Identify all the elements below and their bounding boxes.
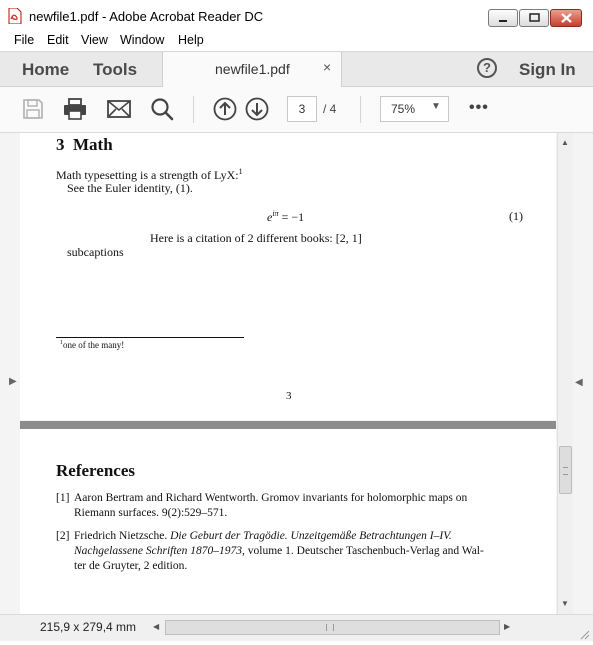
references-heading: References — [56, 461, 135, 480]
toolbar-separator — [193, 96, 194, 123]
sign-in-button[interactable]: Sign In — [519, 60, 576, 79]
expand-right-panel-icon[interactable]: ◀ — [575, 377, 583, 388]
vertical-scroll-thumb[interactable] — [559, 446, 572, 494]
scroll-up-icon[interactable]: ▲ — [561, 138, 569, 147]
section-heading — [56, 135, 113, 155]
menu-file[interactable]: File — [14, 33, 35, 47]
grip-icon — [326, 624, 334, 631]
close-icon — [561, 13, 573, 24]
email-icon[interactable] — [106, 96, 132, 122]
euler-line: See the Euler identity, (1). — [67, 181, 193, 195]
citation-line: Here is a citation of 2 different books: [2, 1] — [150, 231, 362, 245]
footnote-ref: 1 — [238, 167, 243, 176]
ref-line — [74, 545, 484, 557]
document-tab[interactable] — [162, 52, 342, 88]
ref-line — [74, 530, 452, 542]
horizontal-scrollbar[interactable] — [153, 619, 513, 636]
section-number: 3 — [56, 135, 65, 154]
maximize-icon — [529, 13, 541, 23]
footnote-text: one of the many! — [63, 340, 125, 350]
scroll-left-icon[interactable]: ◀ — [153, 622, 160, 631]
page-number-input[interactable]: 3 — [287, 96, 317, 122]
menu-edit[interactable]: Edit — [47, 33, 69, 47]
page-size-label: 215,9 x 279,4 mm — [40, 620, 137, 634]
vertical-scrollbar[interactable] — [557, 133, 573, 614]
window-title: newfile1.pdf - Adobe Acrobat Reader DC — [29, 9, 264, 24]
close-window-button[interactable] — [550, 9, 582, 27]
ref-line: Riemann surfaces. 9(2):529–571. — [74, 507, 228, 519]
save-icon[interactable] — [20, 96, 46, 122]
help-glyph: ? — [483, 60, 491, 75]
home-tab[interactable]: Home — [22, 60, 70, 79]
ref-publisher: , volume 1. Deutscher Taschenbuch-Verlag and Wal- — [242, 545, 484, 557]
ref-number: [2] — [56, 530, 70, 542]
tab-bar — [0, 51, 593, 87]
page-number-footer: 3 — [286, 390, 292, 402]
zoom-select[interactable] — [380, 96, 449, 122]
footnote-mark: 1 — [60, 340, 63, 346]
pdf-file-icon — [8, 8, 22, 24]
maximize-button[interactable] — [519, 9, 549, 27]
ref-title: Die Geburt der Tragödie. Unzeitgemäße Betrachtungen I–IV. — [170, 530, 452, 542]
expand-left-panel-icon[interactable]: ▶ — [9, 376, 17, 387]
document-view[interactable] — [0, 133, 593, 614]
title-bar — [0, 0, 593, 32]
close-tab-icon[interactable]: × — [323, 59, 332, 75]
scroll-down-icon[interactable]: ▼ — [561, 599, 569, 608]
footnote — [60, 340, 124, 350]
previous-page-icon[interactable] — [212, 96, 238, 122]
print-icon[interactable] — [62, 96, 88, 122]
ref-line: Aaron Bertram and Richard Wentworth. Gromov invariants for holomorphic maps on — [74, 492, 468, 504]
ref-author: Friedrich Nietzsche. — [74, 530, 171, 542]
next-page-icon[interactable] — [244, 96, 270, 122]
section-title: Math — [73, 135, 113, 154]
menu-view[interactable]: View — [81, 33, 108, 47]
toolbar-separator — [360, 96, 361, 123]
menu-window[interactable]: Window — [120, 33, 165, 47]
pdf-page-4 — [20, 429, 556, 614]
search-icon[interactable] — [149, 96, 175, 122]
subcaptions-text: subcaptions — [67, 245, 124, 259]
help-icon[interactable] — [477, 58, 497, 78]
minimize-button[interactable] — [488, 9, 518, 27]
minimize-icon — [498, 15, 508, 23]
tools-tab[interactable]: Tools — [93, 60, 138, 79]
menu-help[interactable]: Help — [178, 33, 204, 47]
document-tab-label: newfile1.pdf — [215, 61, 290, 77]
menu-bar — [0, 31, 593, 51]
more-tools-button[interactable]: ••• — [469, 99, 489, 116]
equation-number: (1) — [509, 209, 523, 223]
ref-number: [1] — [56, 492, 70, 504]
math-line: Math typesetting is a strength of LyX: — [56, 168, 239, 182]
status-bar — [0, 614, 593, 641]
scroll-right-icon[interactable]: ▶ — [504, 622, 511, 631]
chevron-down-icon: ▼ — [431, 101, 441, 112]
ref-line: ter de Gruyter, 2 edition. — [74, 560, 188, 572]
euler-equation — [267, 209, 304, 225]
grip-icon — [563, 467, 568, 475]
equation-base: e — [267, 210, 273, 224]
horizontal-scroll-thumb[interactable] — [165, 620, 500, 635]
pdf-page-3 — [20, 133, 556, 420]
ref-series: Nachgelassene Schriften 1870–1973 — [74, 545, 243, 557]
equation-exponent: iπ — [272, 209, 279, 218]
page-total-label: / 4 — [323, 102, 337, 116]
resize-grip-icon[interactable] — [578, 627, 590, 639]
toolbar — [0, 87, 593, 133]
left-gutter — [0, 133, 20, 614]
equation-rhs: = −1 — [278, 210, 305, 224]
page-separator — [20, 421, 556, 429]
zoom-value: 75% — [391, 102, 416, 116]
footnote-rule — [56, 337, 244, 338]
